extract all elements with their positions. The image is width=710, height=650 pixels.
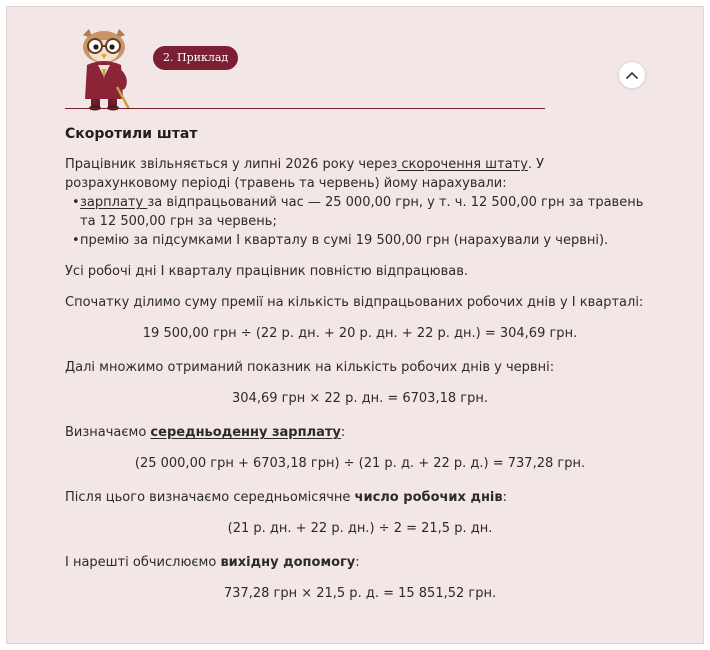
salary-link[interactable]: зарплату [80,195,148,210]
step4-paragraph [65,488,655,507]
intro-paragraph [65,155,655,193]
step5-colon: : [355,555,360,570]
step4-text: Після цього визначаємо середньомісячне [65,490,355,505]
example-heading: Скоротили штат [65,126,198,142]
owl-mascot-icon [73,27,135,111]
staff-reduction-link[interactable]: скорочення штату [397,157,528,172]
list-item [72,231,655,250]
formula-average-daily: (25 000,00 грн + 6703,18 грн) ÷ (21 р. д. + 22 р. д.) = 737,28 грн. [134,456,586,471]
intro-text-end: . У розрахунковому періоді (травень та червень) йому нарахували: [65,157,545,191]
formula-working-days: (21 р. дн. + 22 р. дн.) ÷ 2 = 21,5 р. дн. [227,521,493,536]
accruals-list [65,193,655,250]
step2-paragraph: Далі множимо отриманий показник на кількість робочих днів у червні: [65,360,555,375]
intro-text: Працівник звільняється у липні 2026 року через [65,157,398,172]
workdays-paragraph: Усі робочі дні І кварталу працівник повністю відпрацював. [65,264,469,279]
severance-pay-term: вихідну допомогу [220,555,356,570]
formula-june-bonus: 304,69 грн × 22 р. дн. = 6703,18 грн. [232,391,488,406]
formula-severance: 737,28 грн × 21,5 р. д. = 15 851,52 грн. [223,586,497,601]
example-content [65,124,655,603]
working-days-term: число робочих днів [354,490,503,505]
collapse-toggle-button[interactable] [618,61,646,89]
salary-text: за відпрацьований час — 25 000,00 грн, у т. ч. 12 500,00 грн за травень та 12 500,00 грн за червень; [80,195,644,229]
step3-paragraph [65,423,655,442]
list-item [72,193,655,231]
step5-paragraph [65,553,655,572]
step5-text: І нарешті обчислюємо [65,555,221,570]
example-badge: 2. Приклад [153,46,238,70]
average-daily-salary-link[interactable]: середньоденну зарплату [150,425,341,440]
step1-paragraph: Спочатку ділимо суму премії на кількість відпрацьованих робочих днів у І кварталі: [65,295,644,310]
formula-bonus-per-day: 19 500,00 грн ÷ (22 р. дн. + 20 р. дн. + 22 р. дн.) = 304,69 грн. [142,326,578,341]
header-divider [65,108,545,109]
step4-colon: : [502,490,508,505]
step3-text: Визначаємо [65,425,151,440]
chevron-up-icon [626,71,638,79]
step3-colon: : [340,425,346,440]
bonus-text: премію за підсумками І кварталу в сумі 19 500,00 грн (нарахували у червні). [80,233,609,248]
